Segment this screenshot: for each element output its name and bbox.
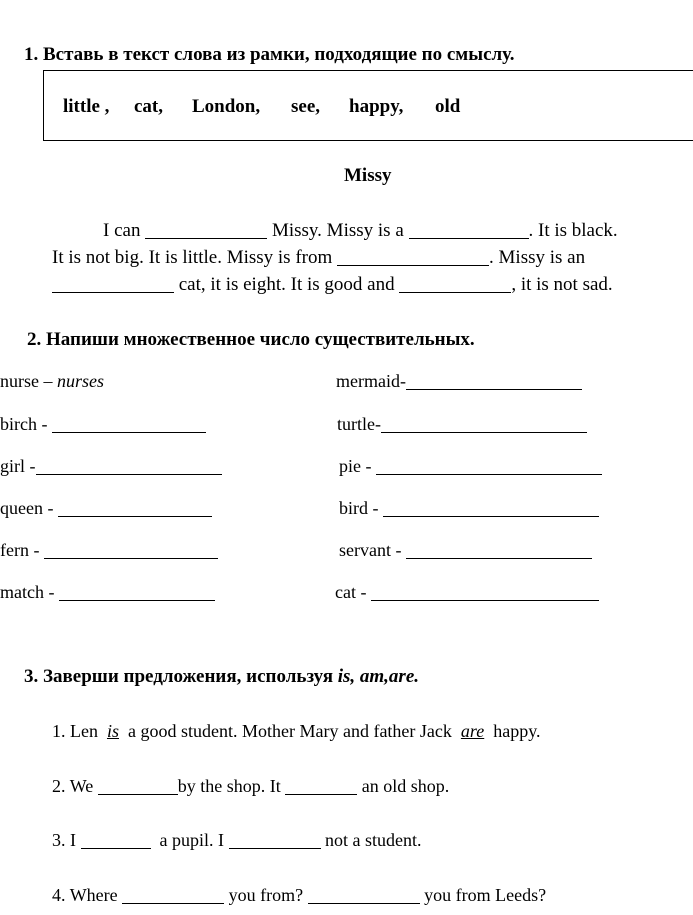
answer-blank[interactable]	[406, 540, 592, 559]
noun-label: pie -	[339, 456, 372, 476]
answer-blank[interactable]	[308, 885, 420, 904]
answer-blank[interactable]	[381, 414, 587, 433]
story-text: I can	[103, 220, 141, 241]
story-line-2	[52, 246, 585, 269]
answer-blank[interactable]	[285, 776, 357, 795]
sentence-text: We	[69, 776, 94, 796]
sentence-number: 3.	[52, 830, 66, 850]
noun-label: girl -	[0, 456, 36, 476]
sentence-text: Len	[70, 721, 98, 741]
answer-blank[interactable]	[44, 540, 218, 559]
answer-blank[interactable]	[58, 498, 212, 517]
answer-blank[interactable]	[371, 582, 599, 601]
story-line-1	[103, 219, 618, 242]
answer-blank[interactable]	[145, 219, 267, 239]
sentence-text: happy.	[493, 721, 541, 741]
filled-answer: is	[106, 721, 119, 741]
noun-item-match	[0, 582, 215, 603]
sentence-2	[52, 776, 449, 797]
noun-label: turtle-	[337, 414, 381, 434]
noun-label: birch -	[0, 414, 48, 434]
noun-item-birch	[0, 414, 206, 435]
story-text: Missy. Missy is a	[271, 220, 404, 241]
sentence-text: you from?	[228, 885, 304, 905]
noun-label: fern -	[0, 540, 40, 560]
sentence-text: not a student.	[325, 830, 422, 850]
sentence-text: I	[70, 830, 76, 850]
story-text: . It is black.	[528, 220, 618, 241]
task2-heading: 2. Напиши множественное число существительных.	[27, 329, 475, 350]
noun-item-bird	[339, 498, 599, 519]
task3-heading-text: 3. Заверши предложения, используя	[24, 666, 333, 687]
task3-heading	[24, 666, 419, 688]
answer-blank[interactable]	[52, 273, 174, 293]
answer-blank[interactable]	[383, 498, 599, 517]
answer-blank[interactable]	[409, 219, 529, 239]
answer-blank[interactable]	[406, 371, 582, 390]
answer-blank[interactable]	[52, 414, 206, 433]
noun-label: match -	[0, 582, 55, 602]
box-word: see,	[291, 96, 321, 117]
box-word: little ,	[63, 96, 110, 117]
noun-item-girl	[0, 456, 222, 477]
story-text: It is not big. It is little. Missy is from	[52, 247, 333, 268]
noun-label: bird -	[339, 498, 379, 518]
task3-heading-verbs: is, am,are.	[337, 666, 420, 687]
noun-label: cat -	[335, 582, 367, 602]
sentence-text: you from Leeds?	[424, 885, 547, 905]
word-box	[43, 70, 693, 141]
noun-item-cat	[335, 582, 599, 603]
sentence-number: 2.	[52, 776, 66, 796]
sentence-number: 4.	[52, 885, 66, 905]
noun-label: queen -	[0, 498, 54, 518]
noun-item-servant	[339, 540, 592, 561]
example-answer: nurses	[57, 371, 105, 391]
sentence-1	[52, 721, 541, 742]
box-word: London,	[192, 96, 261, 117]
box-word: happy,	[349, 96, 404, 117]
box-word: cat,	[134, 96, 164, 117]
answer-blank[interactable]	[122, 885, 224, 904]
noun-item-turtle	[337, 414, 587, 435]
story-title: Missy	[344, 165, 392, 186]
example-word: nurse –	[0, 371, 53, 391]
answer-blank[interactable]	[59, 582, 215, 601]
noun-item-mermaid	[336, 371, 582, 392]
filled-answer: are	[460, 721, 485, 741]
answer-blank[interactable]	[399, 273, 511, 293]
answer-blank[interactable]	[376, 456, 602, 475]
box-word: old	[435, 96, 461, 117]
example-item	[0, 371, 104, 392]
story-text: . Missy is an	[489, 247, 586, 268]
sentence-text: an old shop.	[361, 776, 450, 796]
answer-blank[interactable]	[98, 776, 178, 795]
story-text: cat, it is eight. It is good and	[178, 274, 395, 295]
story-line-3	[52, 273, 613, 296]
sentence-text: a pupil. I	[159, 830, 224, 850]
sentence-text: by the shop. It	[177, 776, 281, 796]
noun-label: mermaid-	[336, 371, 406, 391]
sentence-4	[52, 885, 546, 906]
task1-heading: 1. Вставь в текст слова из рамки, подходящие по смыслу.	[24, 44, 515, 65]
noun-item-fern	[0, 540, 218, 561]
answer-blank[interactable]	[81, 830, 151, 849]
answer-blank[interactable]	[229, 830, 321, 849]
answer-blank[interactable]	[36, 456, 222, 475]
sentence-number: 1.	[52, 721, 66, 741]
sentence-text: Where	[69, 885, 118, 905]
sentence-3	[52, 830, 422, 851]
answer-blank[interactable]	[337, 246, 489, 266]
noun-label: servant -	[339, 540, 402, 560]
noun-item-queen	[0, 498, 212, 519]
noun-item-pie	[339, 456, 602, 477]
story-text: , it is not sad.	[511, 274, 613, 295]
sentence-text: a good student. Mother Mary and father Jack	[128, 721, 452, 741]
